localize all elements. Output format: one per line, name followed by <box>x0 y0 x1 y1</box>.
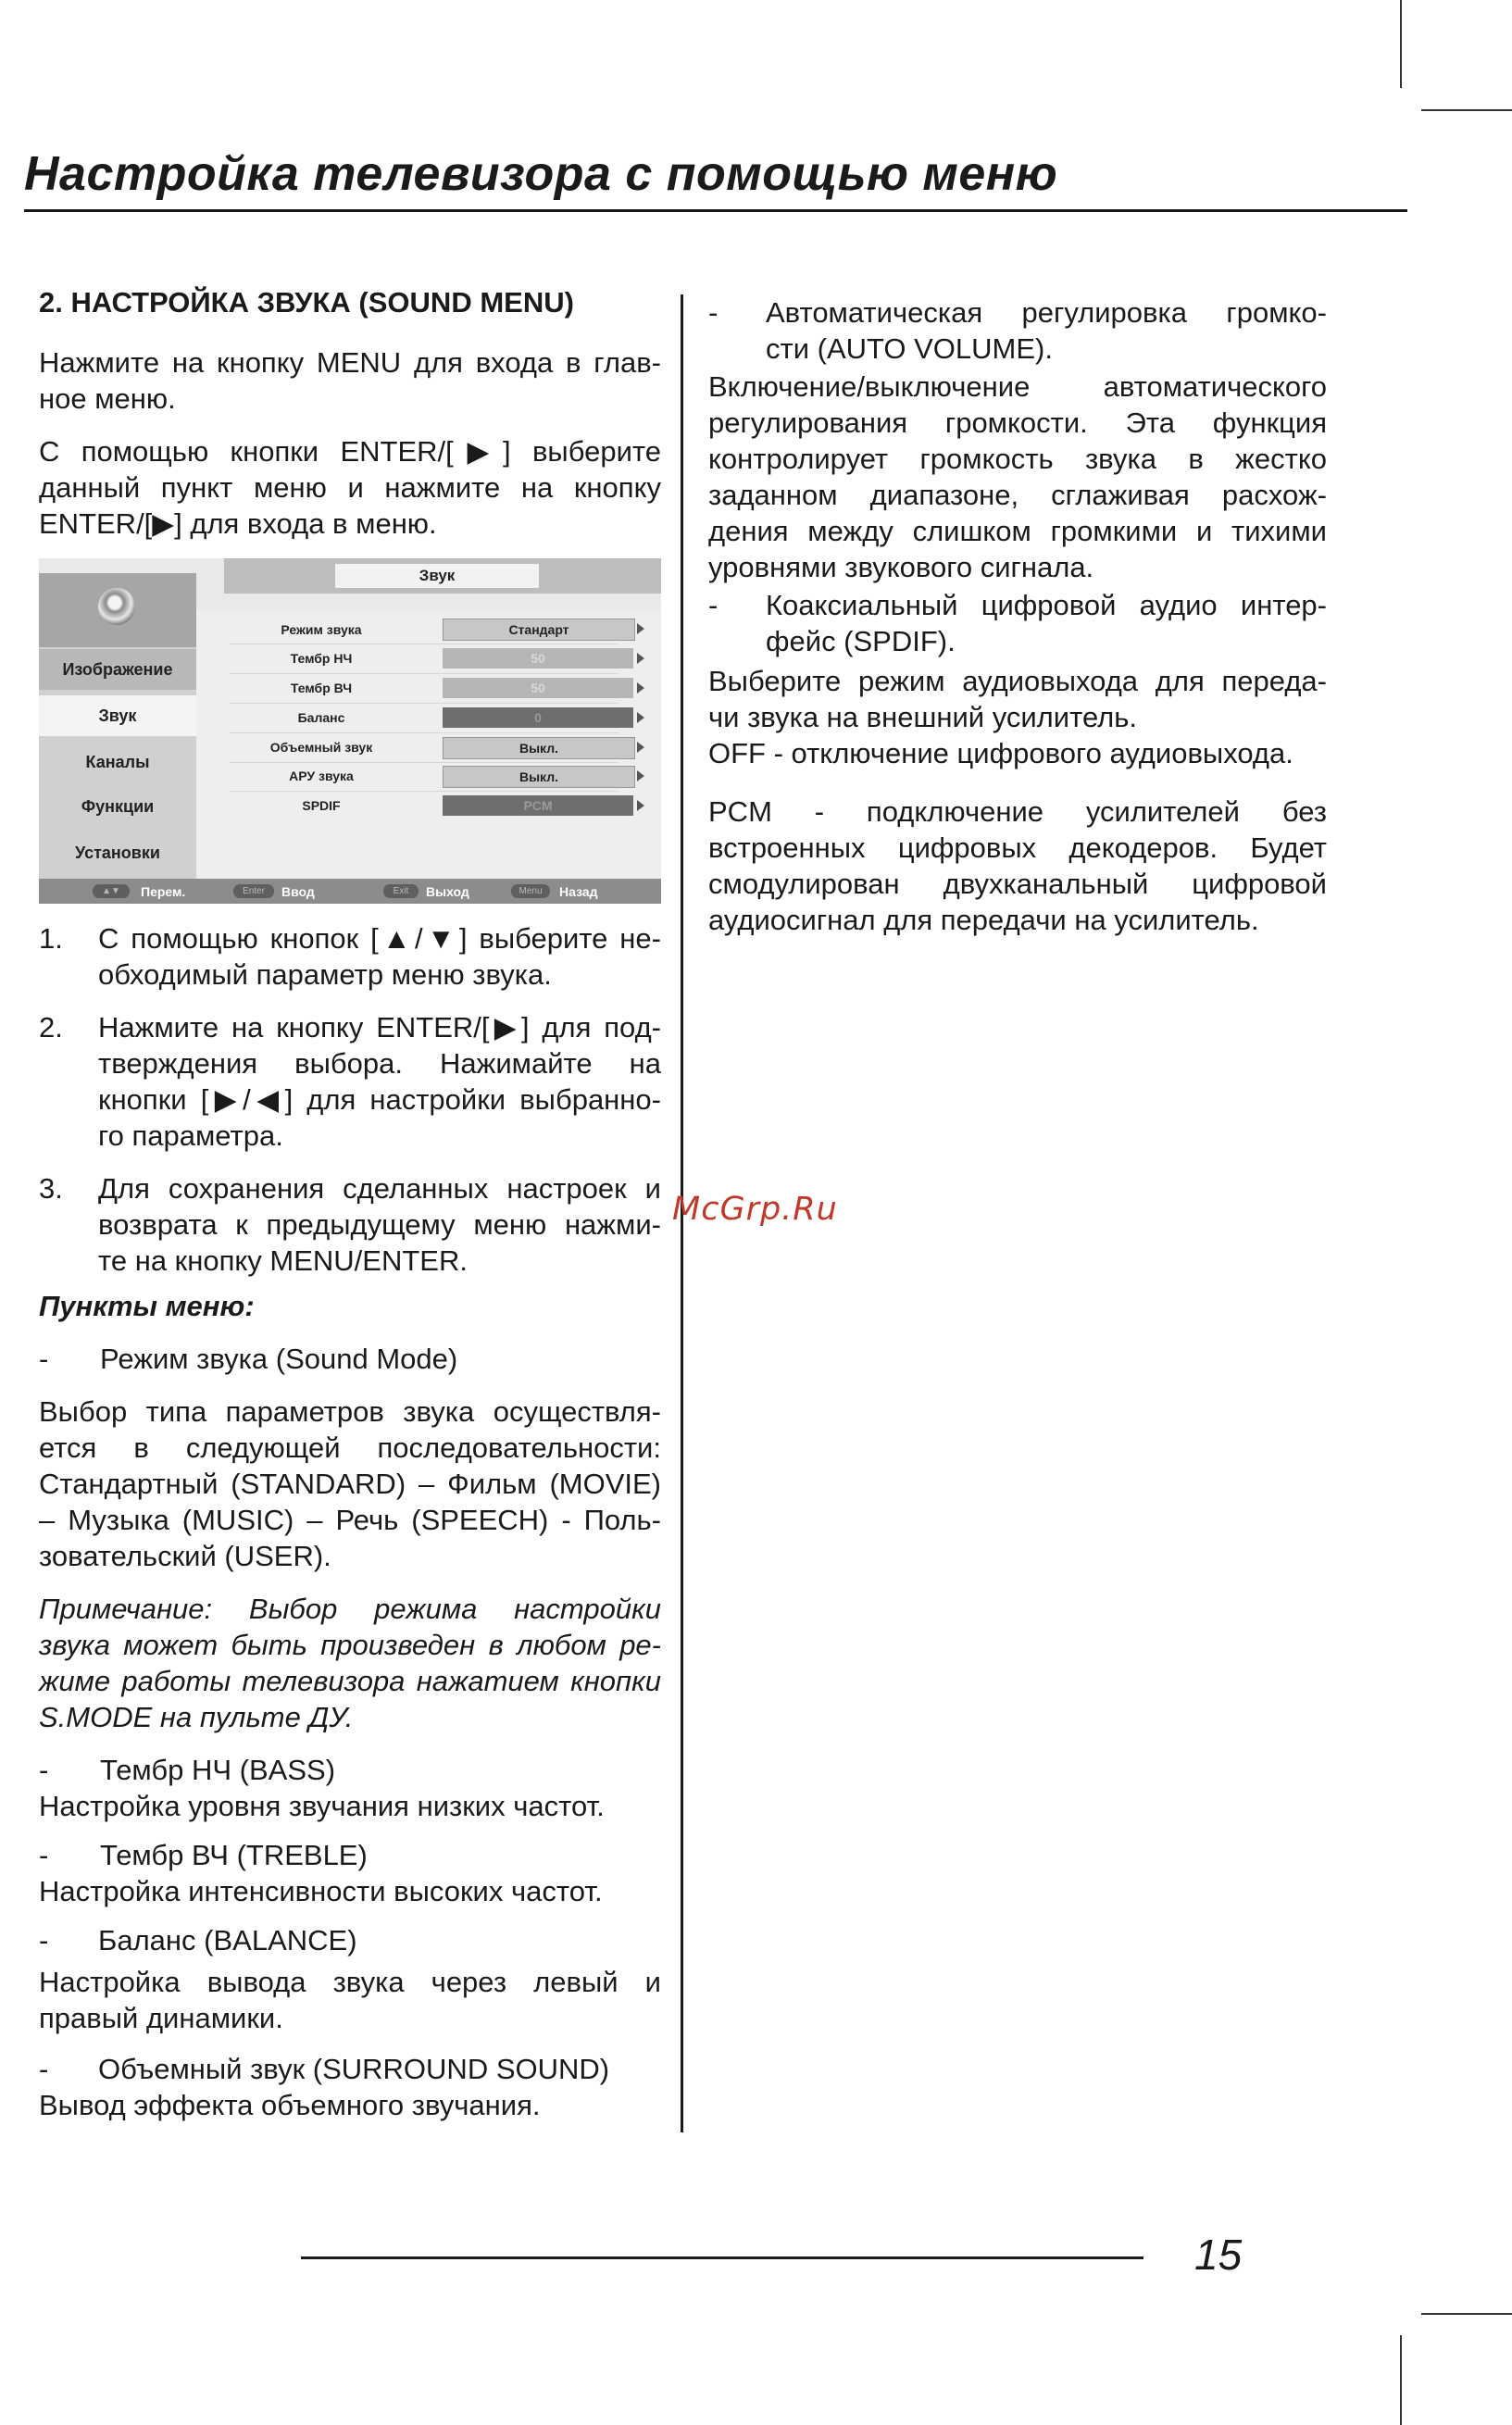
sidebar-item-picture: Изображение <box>39 649 196 690</box>
hint-key: Exit <box>383 884 419 898</box>
sidebar-item-channels: Каналы <box>85 753 150 771</box>
treble-description: Настройка интенсивности высоких частот. <box>39 1875 603 1907</box>
step-1: 1. С помощью кнопок [▲/▼] выберите не- обходимый параметр меню звука. <box>39 922 661 991</box>
sidebar-item-setup: Установки <box>75 844 160 862</box>
menu-row-label: Тембр ВЧ <box>290 681 353 695</box>
sidebar-item-sound: Звук <box>39 695 196 736</box>
arrow-right-icon <box>637 770 644 781</box>
disc-icon <box>98 588 135 625</box>
menu-row-value: 0 <box>443 707 633 728</box>
left-column <box>39 285 661 2123</box>
spdif-item: - Коаксиальный цифровой аудио интер- фейс (SPDIF). <box>708 589 1327 657</box>
right-column <box>708 294 1327 938</box>
spdif-off-option: OFF - отключение цифрового аудиовыхода. <box>708 737 1293 769</box>
crop-mark <box>1421 2313 1512 2315</box>
crop-mark <box>1421 109 1512 111</box>
crop-mark <box>1400 0 1402 88</box>
menu-row-value: PCM <box>443 795 633 816</box>
hint-key: ▲▼ <box>93 884 130 898</box>
note: Примечание: Выбор режима настройки звука может быть произведен в любом ре- жиме работы телевизора нажатием кнопки S.MODE на пульте ДУ. <box>39 1593 661 1733</box>
menu-row-value: Выкл. <box>443 737 635 759</box>
hint-key: Enter <box>233 884 274 898</box>
items-heading: Пункты меню: <box>39 1290 255 1322</box>
menu-row-value: 50 <box>443 648 633 669</box>
balance-item: - Баланс (BALANCE) <box>39 1924 357 1956</box>
hint-label: Перем. <box>141 884 186 899</box>
intro-paragraph-2: С помощью кнопки ENTER/[▶] выберите данный пункт меню и нажмите на кнопку ENTER/[▶] для входа в меню. <box>39 435 661 540</box>
arrow-right-icon <box>637 623 644 634</box>
arrow-right-icon <box>637 742 644 753</box>
menu-row-value: 50 <box>443 678 633 698</box>
footer-rule <box>301 2256 1143 2259</box>
sidebar-item-functions: Функции <box>81 797 155 816</box>
menu-row-label: Тембр НЧ <box>290 651 353 666</box>
arrow-right-icon <box>637 653 644 664</box>
balance-description: Настройка вывода звука через левый и правый динамики. <box>39 1966 661 2034</box>
step-3: 3. Для сохранения сделанных настроек и возврата к предыдущему меню нажми- те на кнопку MENU/ENTER. <box>39 1172 661 1277</box>
sound-menu-screenshot <box>39 558 661 904</box>
menu-row-label: SPDIF <box>302 798 341 813</box>
auto-volume-item: - Автоматическая регулировка громко- сти (AUTO VOLUME). <box>708 296 1327 365</box>
treble-item: - Тембр ВЧ (TREBLE) <box>39 1839 368 1871</box>
hint-label: Выход <box>426 884 469 899</box>
title-rule <box>24 209 1407 212</box>
menu-row-label: Объемный звук <box>269 740 373 755</box>
spdif-description: Выберите режим аудиовыхода для переда- чи звука на внешний усилитель. OFF - отключение цифрового аудиовыхода. <box>708 665 1327 769</box>
page-title: Настройка телевизора с помощью меню <box>24 147 1058 201</box>
sound-mode-description: Выбор типа параметров звука осуществля- ется в следующей последовательности: Стандартный (STANDARD) – Фильм (MOVIE) – Музыка (MUSIC) – Речь (SPEECH) - Поль- зовательский (USER). <box>39 1395 661 1572</box>
menu-row-value: Выкл. <box>443 766 635 788</box>
spdif-pcm-option: PCM - подключение усилителей без встроенных цифровых декодеров. Будет смодулирован двухканальный цифровой аудиосигнал для передачи на усилитель. <box>708 795 1327 936</box>
bass-item: - Тембр НЧ (BASS) <box>39 1754 336 1786</box>
arrow-right-icon <box>637 800 644 811</box>
hint-key: Menu <box>511 884 550 898</box>
section-heading: 2. НАСТРОЙКА ЗВУКА (SOUND MENU) <box>39 286 574 319</box>
step-2: 2. Нажмите на кнопку ENTER/[▶] для под- тверждения выбора. Нажимайте на кнопки [▶/◀] для настройки выбранно- го параметра. <box>39 1011 661 1152</box>
menu-row-label: Режим звука <box>281 622 362 637</box>
page-number: 15 <box>1194 2231 1243 2279</box>
sound-mode-item: - Режим звука (Sound Mode) <box>39 1343 458 1375</box>
menu-row-value: Стандарт <box>443 619 635 641</box>
hint-label: Ввод <box>281 884 315 899</box>
menu-header: Звук <box>335 564 539 588</box>
crop-mark <box>1400 2335 1402 2425</box>
surround-item: - Объемный звук (SURROUND SOUND) <box>39 2053 610 2085</box>
arrow-right-icon <box>637 682 644 694</box>
watermark: McGrp.Ru <box>672 1191 838 1228</box>
menu-row-label: АРУ звука <box>289 769 354 783</box>
menu-row-label: Баланс <box>297 710 345 725</box>
intro-paragraph-1: Нажмите на кнопку MENU для входа в глав- ное меню. <box>39 346 661 415</box>
auto-volume-description: Включение/выключение автоматического регулирования громкости. Эта функция контролирует громкость звука в жестко заданном диапазоне, сглаживая расхож- дения между слишком громкими и тихими уровнями звукового сигнала. <box>708 370 1327 583</box>
bass-description: Настройка уровня звучания низких частот. <box>39 1790 605 1822</box>
arrow-right-icon <box>637 712 644 723</box>
surround-description: Вывод эффекта объемного звучания. <box>39 2089 541 2121</box>
hint-label: Назад <box>559 884 598 899</box>
